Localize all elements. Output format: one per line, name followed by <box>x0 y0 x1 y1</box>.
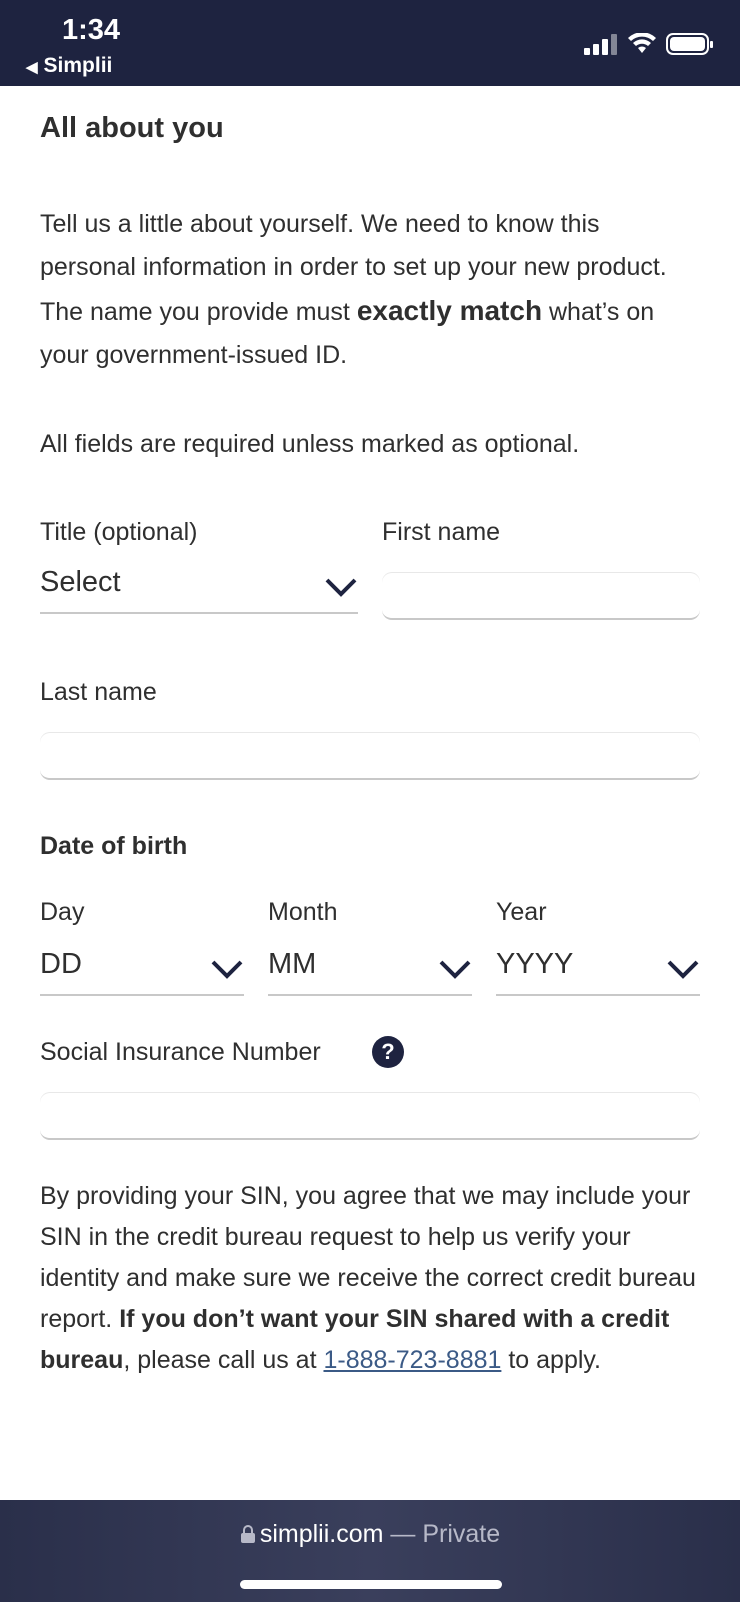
first-name-label: First name <box>382 518 501 546</box>
sin-note-emphasis: If you don’t want your SIN shared with a credit bureau <box>40 1305 670 1374</box>
sin-disclaimer <box>40 1176 700 1381</box>
sin-note-text: By providing your SIN, you agree that we may include your SIN in the credit bureau request to help us verify your identity and make sure we receive the correct credit bureau report. <box>40 1182 696 1333</box>
wifi-icon <box>628 33 656 55</box>
lock-icon <box>240 1524 256 1544</box>
private-mode-label: — Private <box>383 1520 501 1548</box>
title-select-value: Select <box>40 566 121 598</box>
title-label: Title (optional) <box>40 518 198 546</box>
status-time: 1:34 <box>62 14 121 46</box>
home-indicator[interactable] <box>240 1580 502 1589</box>
required-note: All fields are required unless marked as optional. <box>40 430 580 458</box>
first-name-field[interactable] <box>382 572 700 620</box>
month-select-value: MM <box>268 948 317 980</box>
back-triangle-icon: ◀ <box>26 59 38 76</box>
intro-text-part: what’s on your government-issued ID. <box>40 298 655 369</box>
chevron-down-icon <box>666 958 700 980</box>
sin-field[interactable] <box>40 1092 700 1140</box>
phone-link[interactable]: 1-888-723-8881 <box>323 1346 502 1374</box>
back-app-label: Simplii <box>43 54 113 77</box>
address-domain: simplii.com <box>259 1520 384 1548</box>
sin-label: Social Insurance Number <box>40 1038 321 1066</box>
intro-text-part: Tell us a little about yourself. We need to know this personal information in order to set up your new product. The name you provide must <box>40 210 667 326</box>
chevron-down-icon <box>324 576 358 598</box>
last-name-field[interactable] <box>40 732 700 780</box>
browser-bottom-bar <box>0 1500 740 1602</box>
status-bar <box>0 0 740 86</box>
back-to-app-button[interactable] <box>26 54 112 78</box>
year-select-value: YYYY <box>496 948 574 980</box>
last-name-label: Last name <box>40 678 157 706</box>
address-bar[interactable] <box>0 1520 740 1549</box>
title-select[interactable] <box>40 560 358 614</box>
battery-icon <box>666 32 714 56</box>
dob-heading: Date of birth <box>40 832 188 860</box>
signal-icon <box>584 33 618 55</box>
day-label: Day <box>40 898 85 926</box>
sin-note-text: , please call us at <box>123 1346 324 1374</box>
day-select[interactable] <box>40 942 244 996</box>
month-select[interactable] <box>268 942 472 996</box>
help-icon[interactable]: ? <box>372 1036 404 1068</box>
page-title: All about you <box>40 112 224 144</box>
intro-text <box>40 203 680 377</box>
month-label: Month <box>268 898 338 926</box>
chevron-down-icon <box>438 958 472 980</box>
year-label: Year <box>496 898 547 926</box>
year-select[interactable] <box>496 942 700 996</box>
intro-emphasis: exactly match <box>356 295 543 326</box>
day-select-value: DD <box>40 948 82 980</box>
chevron-down-icon <box>210 958 244 980</box>
sin-note-text: to apply. <box>501 1346 602 1374</box>
status-icons <box>584 30 714 58</box>
